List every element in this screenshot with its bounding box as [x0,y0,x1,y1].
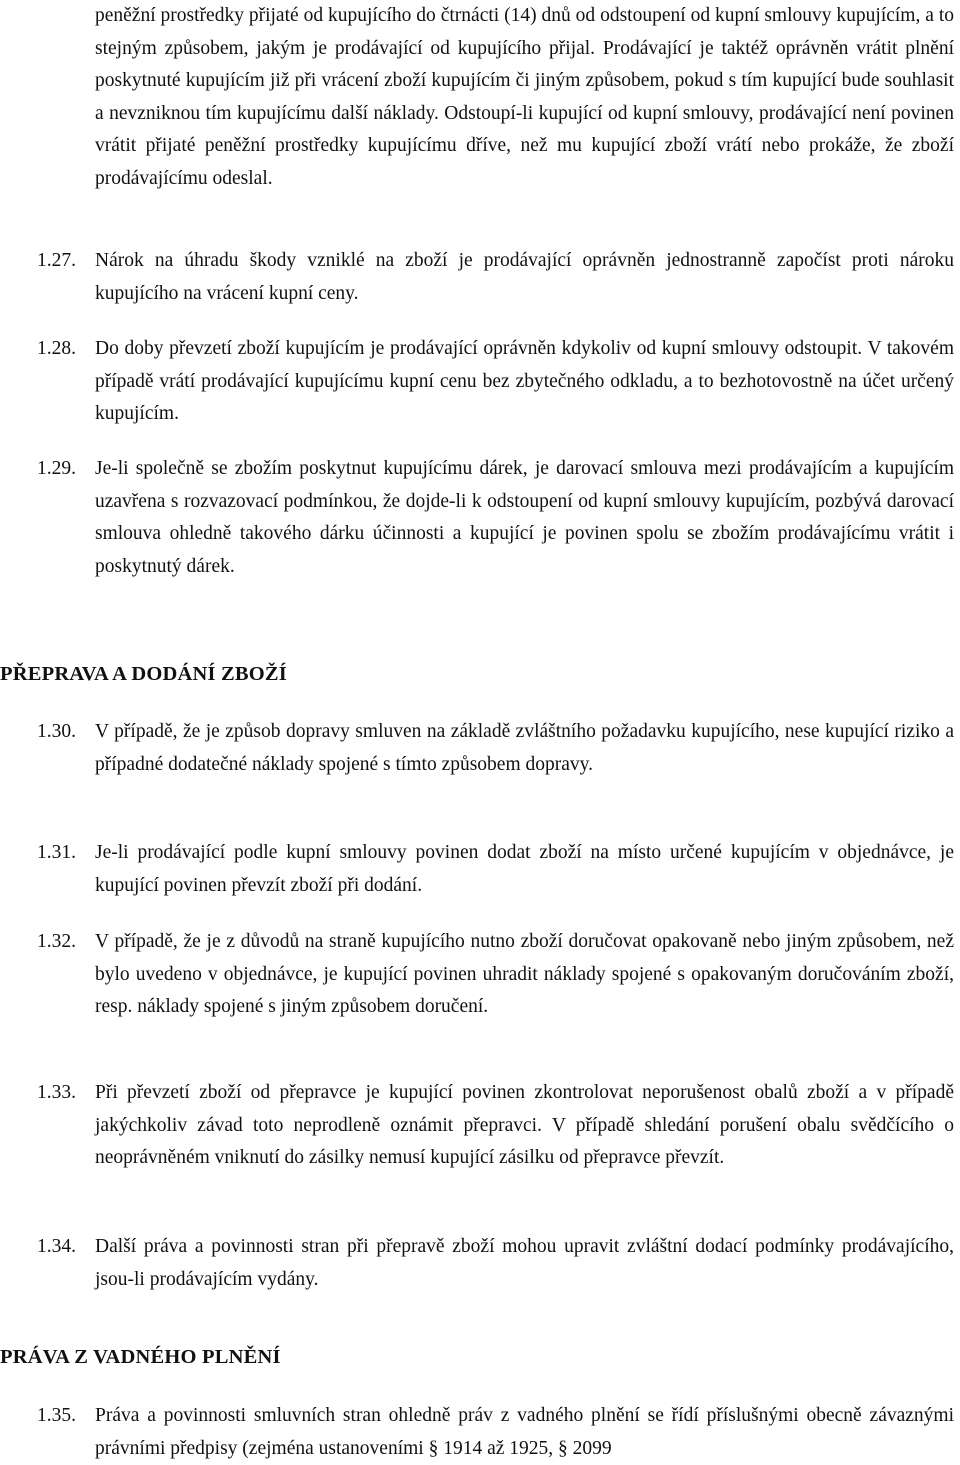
clause-number: 1.27. [37,250,76,271]
clause-text: Nárok na úhradu škody vzniklé na zboží je prodávající oprávněn jednostranně započíst proti nároku kupujícího na vrácení kupní ceny. [95,250,954,304]
clause-number: 1.28. [37,338,76,359]
clause-text: Do doby převzetí zboží kupujícím je prodávající oprávněn kdykoliv od kupní smlouvy odstoupit. V takovém případě vrátí prodávající kupujícímu kupní cenu bez zbytečného odkladu, a to bezhotovostně na účet určený kupujícím. [95,338,954,424]
clause-number: 1.35. [37,1405,76,1426]
clause-number: 1.30. [37,721,76,742]
clause-number: 1.33. [37,1082,76,1103]
clause-text: Při převzetí zboží od přepravce je kupující povinen zkontrolovat neporušenost obalů zboží a v případě jakýchkoliv závad toto neprodleně oznámit přepravci. V případě shledání porušení obalu svědčícího o neoprávněném vniknutí do zásilky nemusí kupující zásilku od přepravce převzít. [95,1082,954,1168]
clause-number: 1.31. [37,842,76,863]
section-heading-defects: PRÁVA Z VADNÉHO PLNĚNÍ [0,1346,281,1368]
clause-number: 1.32. [37,931,76,952]
section-heading-transport: PŘEPRAVA A DODÁNÍ ZBOŽÍ [0,663,287,685]
intro-paragraph: peněžní prostředky přijaté od kupujícího do čtrnácti (14) dnů od odstoupení od kupní smlouvy kupujícím, a to stejným způsobem, jakým je prodávající od kupujícího přijal. Prodávající je taktéž oprávněn vrátit plnění poskytnuté kupujícím již při vrácení zboží kupujícím či jiným způsobem, pokud s tím kupující bude souhlasit a nevzniknou tím kupujícímu další náklady. Odstoupí-li kupující od kupní smlouvy, prodávající není povinen vrátit přijaté peněžní prostředky kupujícímu dříve, než mu kupující zboží vrátí nebo prokáže, že zboží prodávajícímu odeslal. [95,5,954,189]
clause-text: Další práva a povinnosti stran při přepravě zboží mohou upravit zvláštní dodací podmínky prodávajícího, jsou-li prodávajícím vydány. [95,1236,954,1290]
clause-text: V případě, že je z důvodů na straně kupujícího nutno zboží doručovat opakovaně nebo jiným způsobem, než bylo uvedeno v objednávce, je kupující povinen uhradit náklady spojené s opakovaným doručováním zboží, resp. náklady spojené s jiným způsobem doručení. [95,931,954,1017]
clause-text: Je-li prodávající podle kupní smlouvy povinen dodat zboží na místo určené kupujícím v objednávce, je kupující povinen převzít zboží při dodání. [95,842,954,896]
clause-number: 1.34. [37,1236,76,1257]
clause-text: Práva a povinnosti smluvních stran ohledně práv z vadného plnění se řídí příslušnými obecně závaznými právními předpisy (zejména ustanoveními § 1914 až 1925, § 2099 [95,1405,954,1459]
clause-text: V případě, že je způsob dopravy smluven na základě zvláštního požadavku kupujícího, nese kupující riziko a případné dodatečné náklady spojené s tímto způsobem dopravy. [95,721,954,775]
clause-text: Je-li společně se zbožím poskytnut kupujícímu dárek, je darovací smlouva mezi prodávajícím a kupujícím uzavřena s rozvazovací podmínkou, že dojde-li k odstoupení od kupní smlouvy kupujícím, pozbývá darovací smlouva ohledně takového dárku účinnosti a kupující je povinen spolu se zbožím prodávajícímu vrátit i poskytnutý dárek. [95,458,954,577]
clause-number: 1.29. [37,458,76,479]
